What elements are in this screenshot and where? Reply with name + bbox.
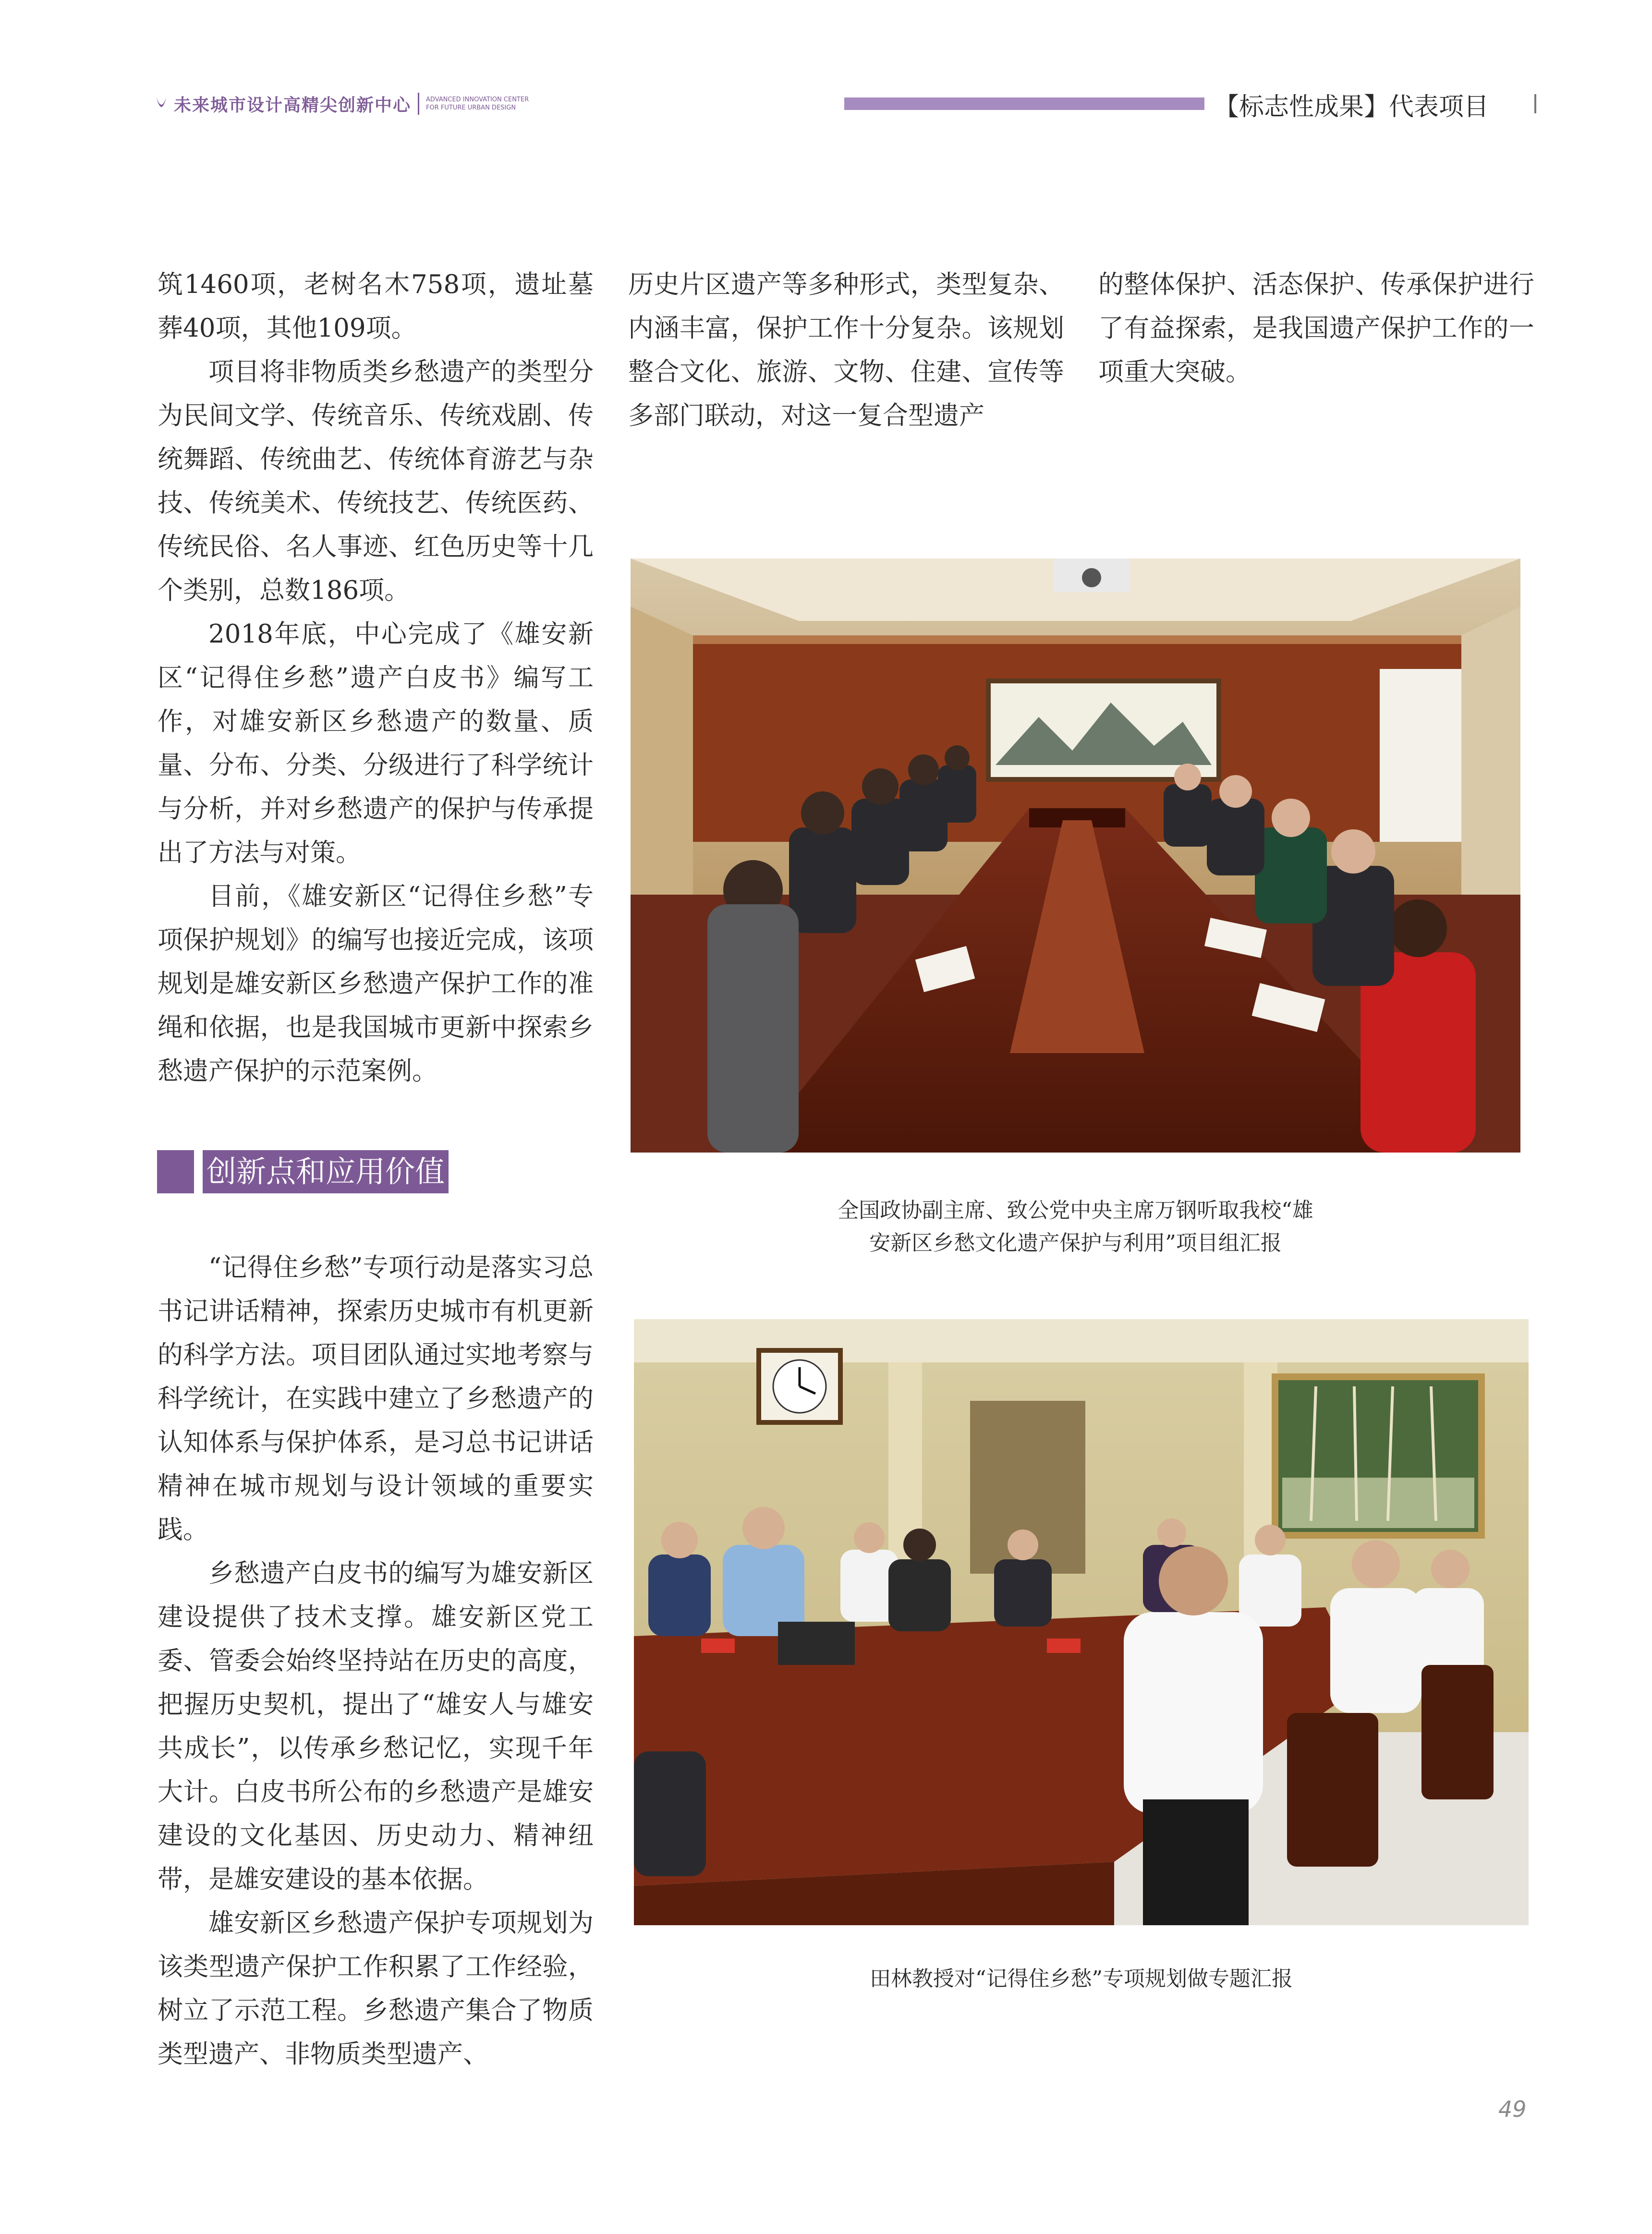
meeting-photo-1 <box>631 558 1520 1153</box>
section-tag-tick <box>1534 94 1536 113</box>
section-heading-marker <box>157 1150 194 1193</box>
meeting-photo-2-image <box>634 1319 1529 1925</box>
section-heading: 创新点和应用价值 <box>203 1150 449 1193</box>
meeting-photo-1-image <box>631 558 1520 1153</box>
logo-separator <box>418 93 419 115</box>
left-column-bottom <box>158 1246 594 2076</box>
caption-line: 全国政协副主席、致公党中央主席万钢听取我校“雄 <box>838 1198 1313 1223</box>
paragraph: 的整体保护、活态保护、传承保护进行了有益探索，是我国遗产保护工作的一项重大突破。 <box>1098 270 1534 387</box>
left-column-top <box>158 263 594 1093</box>
photo-1-caption <box>631 1194 1520 1260</box>
paragraph: 2018年底，中心完成了《雄安新区“记得住乡愁”遗产白皮书》编写工作，对雄安新区乡愁遗产的数量、质量、分布、分类、分级进行了科学统计与分析，并对乡愁遗产的保护与传承提出了方法与对策。 <box>158 619 594 867</box>
paragraph: 雄安新区乡愁遗产保护专项规划为该类型遗产保护工作积累了工作经验，树立了示范工程。乡愁遗产集合了物质类型遗产、非物质类型遗产、 <box>158 1908 594 2069</box>
logo-en-line2: FOR FUTURE URBAN DESIGN <box>426 104 516 111</box>
page-number: 49 <box>1498 2096 1527 2122</box>
paragraph: 目前，《雄安新区“记得住乡愁”专项保护规划》的编写也接近完成，该项规划是雄安新区乡愁遗产保护工作的准绳和依据，也是我国城市更新中探索乡愁遗产保护的示范案例。 <box>158 882 594 1086</box>
paragraph: 历史片区遗产等多种形式，类型复杂、内涵丰富，保护工作十分复杂。该规划整合文化、旅游、文物、住建、宣传等多部门联动，对这一复合型遗产 <box>628 270 1064 430</box>
photo-2-caption: 田林教授对“记得住乡愁”专项规划做专题汇报 <box>870 1967 1293 1991</box>
paragraph: 筑1460项，老树名木758项，遗址墓葬40项，其他109项。 <box>158 270 594 343</box>
header-bar <box>844 97 1204 110</box>
caption-line: 安新区乡愁文化遗产保护与利用”项目组汇报 <box>869 1231 1282 1255</box>
logo-text-cn: 未来城市设计高精尖创新中心 <box>174 95 412 115</box>
paragraph: 乡愁遗产白皮书的编写为雄安新区建设提供了技术支撑。雄安新区党工委、管委会始终坚持站在历史的高度，把握历史契机，提出了“雄安人与雄安共成长”，以传承乡愁记忆，实现千年大计。白皮书所公布的乡愁遗产是雄安建设的文化基因、历史动力、精神纽带，是雄安建设的基本依据。 <box>158 1559 594 1894</box>
paragraph: “记得住乡愁”专项行动是落实习总书记讲话精神，探索历史城市有机更新的科学方法。项目团队通过实地考察与科学统计，在实践中建立了乡愁遗产的认知体系与保护体系，是习总书记讲话精神在城市规划与设计领域的重要实践。 <box>158 1253 594 1544</box>
middle-column <box>628 263 1064 437</box>
logo-en-line1: ADVANCED INNOVATION CENTER <box>426 96 529 103</box>
logo-mark-icon <box>155 96 168 112</box>
section-tag: 【标志性成果】代表项目 <box>1214 93 1489 121</box>
right-column <box>1098 263 1534 394</box>
paragraph: 项目将非物质类乡愁遗产的类型分为民间文学、传统音乐、传统戏剧、传统舞蹈、传统曲艺、传统体育游艺与杂技、传统美术、传统技艺、传统医药、传统民俗、名人事迹、红色历史等十几个类别，总数186项。 <box>158 357 594 605</box>
logo-text-en <box>426 96 529 112</box>
meeting-photo-2 <box>634 1319 1529 1925</box>
header-logo <box>155 92 529 115</box>
